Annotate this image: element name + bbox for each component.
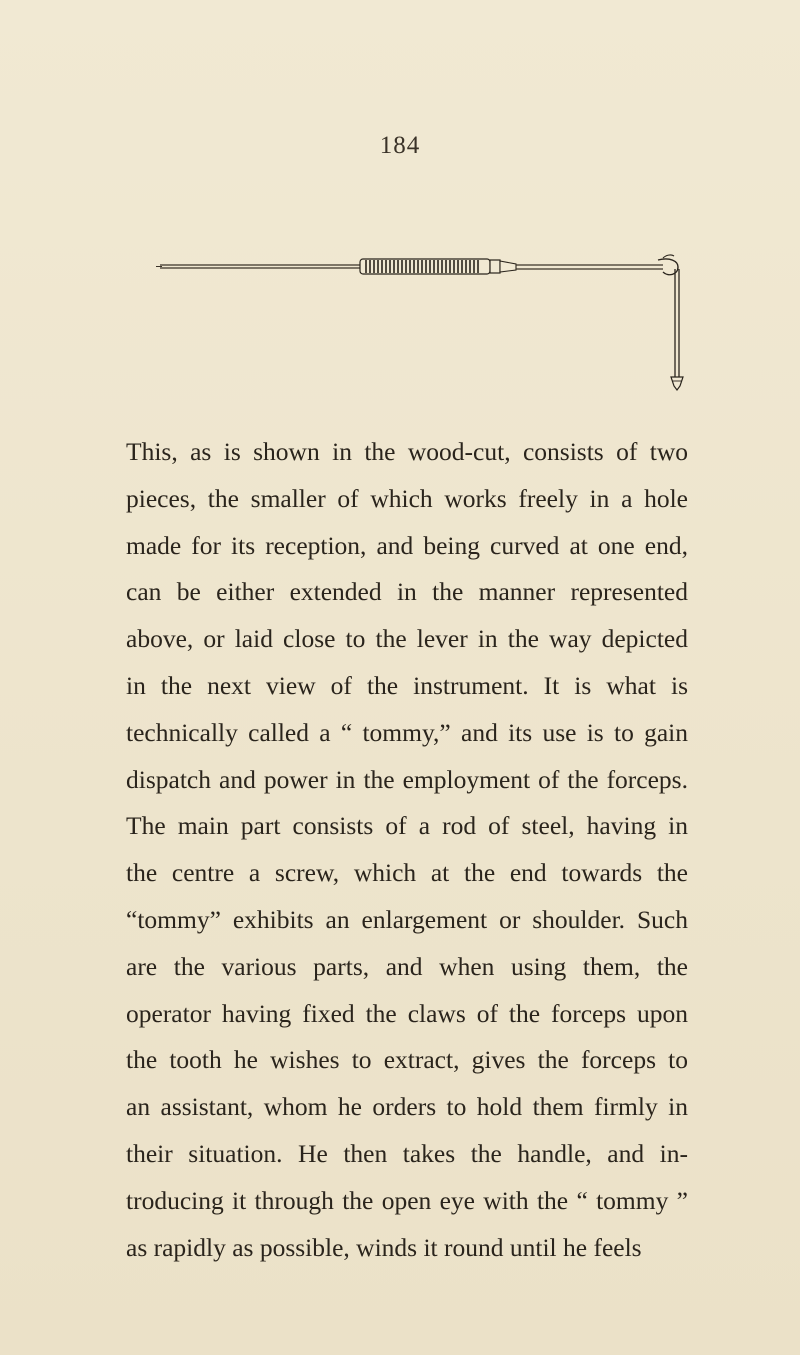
text-line: made for its reception, and being curved at one end, <box>126 530 688 560</box>
text-line: as rapidly as possible, winds it round until he feels <box>126 1232 642 1262</box>
text-line: above, or laid close to the lever in the way depicted <box>126 624 688 654</box>
text-line: pieces, the smaller of which works freely in a hole <box>126 483 688 513</box>
text-line: the tooth he wishes to extract, gives the forceps to <box>126 1045 688 1075</box>
text-line: in the next view of the instrument. It is what is <box>126 670 688 700</box>
text-line: “tommy” exhibits an enlargement or shoulder. Such <box>126 904 688 934</box>
body-text <box>126 429 688 1271</box>
text-line: operator having fixed the claws of the forceps upon <box>126 998 688 1028</box>
text-line: technically called a “ tommy,” and its use is to gain <box>126 717 688 747</box>
text-line: their situation. He then takes the handle, and in- <box>126 1138 688 1168</box>
text-line: can be either extended in the manner represented <box>126 577 688 607</box>
text-line: the centre a screw, which at the end towards the <box>126 858 688 888</box>
text-line: This, as is shown in the wood-cut, consists of two <box>126 437 688 466</box>
text-line: dispatch and power in the employment of the forceps. <box>126 764 688 794</box>
text-line: are the various parts, and when using them, the <box>126 951 688 981</box>
text-line: The main part consists of a rod of steel, having in <box>126 811 688 841</box>
page-number: 184 <box>379 132 421 159</box>
tommy-instrument-woodcut-icon <box>118 245 688 395</box>
text-line: troducing it through the open eye with the “ tommy ” <box>126 1185 688 1215</box>
text-line: an assistant, whom he orders to hold them firmly in <box>126 1092 688 1122</box>
